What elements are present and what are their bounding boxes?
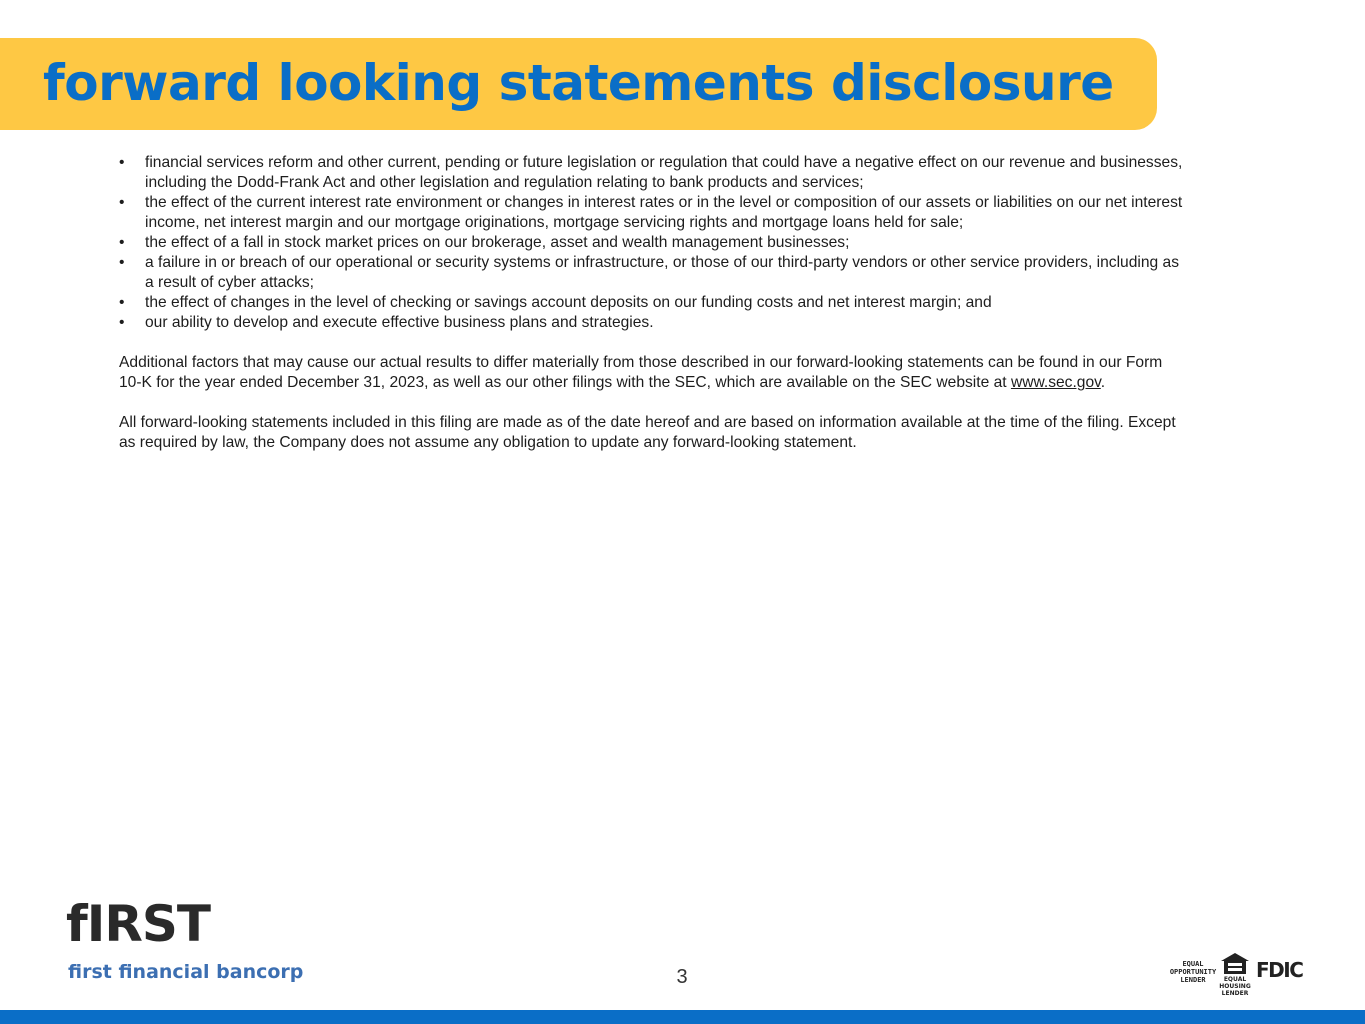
equal-opportunity-lender-badge: EQUAL OPPORTUNITY LENDER [1169,960,1217,984]
list-item-text: financial services reform and other current, pending or future legislation or regulation that could have a negative effect on our revenue and businesses, including the Dodd-Frank Act and other legislation and regulation relating to bank products and services; [145,154,1183,191]
bullet-marker: • [119,314,125,331]
bullet-marker: • [119,294,125,311]
regulatory-badges [1168,950,1308,997]
page-number: 3 [676,966,688,988]
risk-factor-list [119,153,1189,333]
list-item [119,193,1189,233]
fdic-logo: FDIC [1256,958,1303,982]
list-item-text: the effect of the current interest rate environment or changes in interest rates or in the level or composition of our assets or liabilities on our net interest income, net interest margin and our mortgage originations, mortgage servicing rights and mortgage loans held for sale; [145,194,1183,231]
additional-factors-text: Additional factors that may cause our actual results to differ materially from those described in our forward-looking statements can be found in our Form 10-K for the year ended December 31, 2023, as well as our other filings with the SEC, which are available on the SEC website at [119,354,1163,391]
additional-factors-suffix: . [1100,374,1106,391]
closing-paragraph: All forward-looking statements included in this filing are made as of the date hereof and are based on information available at the time of the filing. Except as required by law, the Company does not assume any obligation to update any forward-looking statement. [119,414,1176,451]
additional-factors-paragraph [119,353,1189,393]
bullet-marker: • [119,234,125,251]
logo-subtitle: first financial bancorp [68,961,304,983]
list-item [119,293,1189,313]
list-item-text: the effect of changes in the level of checking or savings account deposits on our funding costs and net interest margin; and [145,294,992,311]
bullet-marker: • [119,194,125,211]
house-icon [1219,952,1251,976]
disclosure-content [119,153,1189,453]
list-item [119,233,1189,253]
list-item [119,313,1189,333]
list-item-text: our ability to develop and execute effective business plans and strategies. [145,314,654,331]
list-item [119,153,1189,193]
bottom-bar [0,1010,1365,1024]
bullet-marker: • [119,254,125,271]
bullet-marker: • [119,154,125,171]
logo-wordmark: fIRST [66,895,210,953]
page-title: forward looking statements disclosure [43,54,1114,112]
list-item-text: a failure in or breach of our operational or security systems or infrastructure, or those of our third-party vendors or other service providers, including as a result of cyber attacks; [145,254,1179,291]
company-logo [66,896,326,992]
list-item [119,253,1189,293]
list-item-text: the effect of a fall in stock market prices on our brokerage, asset and wealth management businesses; [145,234,850,251]
sec-website-link[interactable]: www.sec.gov [1010,374,1101,391]
equal-housing-lender-badge: EQUAL HOUSING LENDER [1219,952,1251,992]
